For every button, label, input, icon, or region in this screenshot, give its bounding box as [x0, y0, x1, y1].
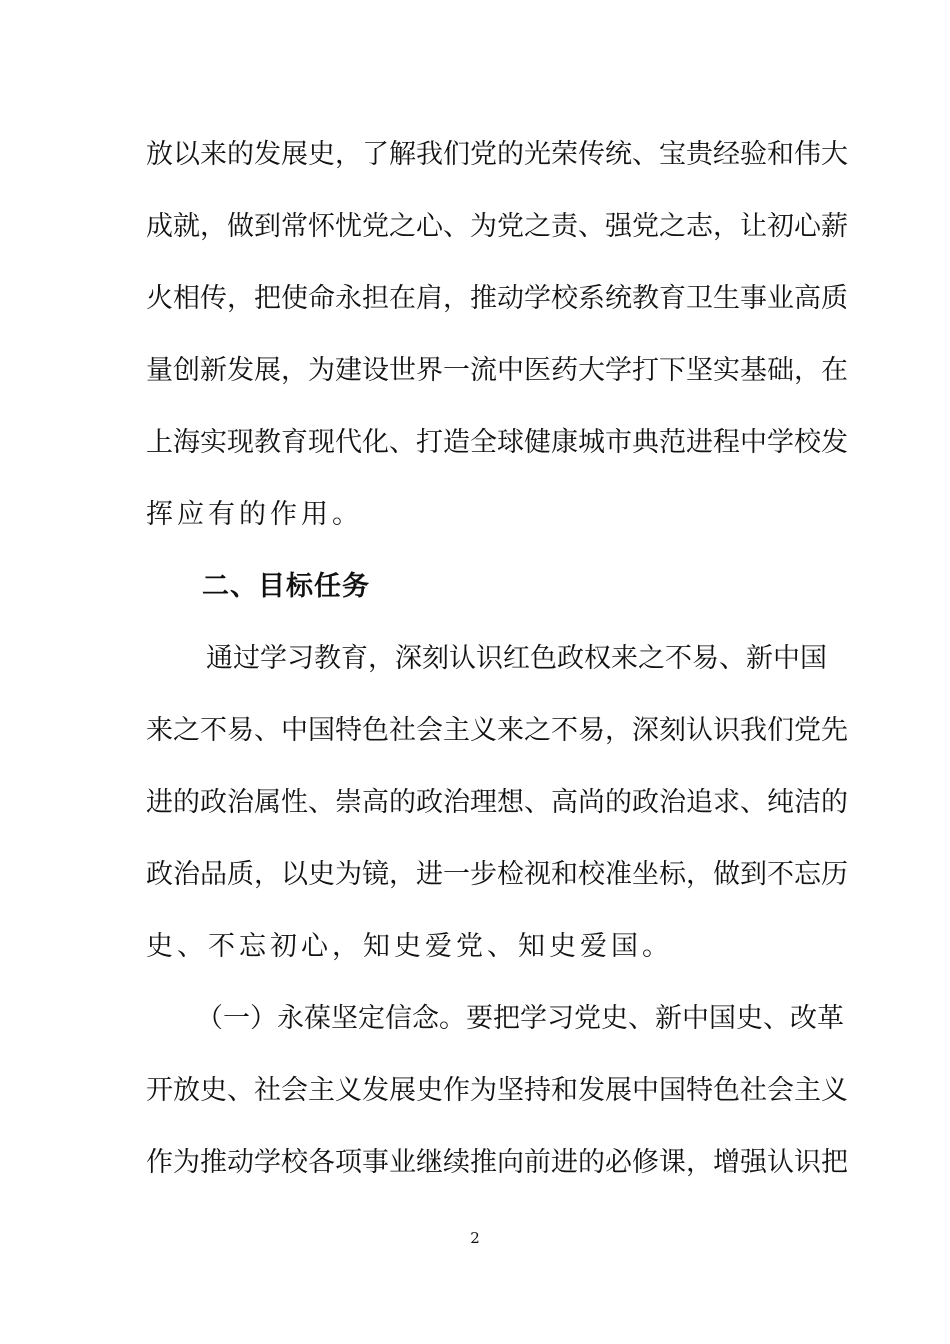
paragraph-1-line-1: 放以来的发展史，了解我们党的光荣传统、宝贵经验和伟大 — [146, 139, 848, 170]
page-number: 2 — [470, 1229, 480, 1247]
paragraph-2-line-4: 政治品质，以史为镜，进一步检视和校准坐标，做到不忘历 — [146, 859, 848, 890]
paragraph-2-line-3: 进的政治属性、崇高的政治理想、高尚的政治追求、纯洁的 — [146, 787, 848, 818]
paragraph-2-line-2: 来之不易、中国特色社会主义来之不易，深刻认识我们党先 — [146, 715, 848, 746]
paragraph-1-line-4: 量创新发展，为建设世界一流中医药大学打下坚实基础，在 — [146, 355, 848, 386]
section-heading: 二、目标任务 — [202, 571, 370, 602]
paragraph-3-line-2: 开放史、社会主义发展史作为坚持和发展中国特色社会主义 — [146, 1075, 848, 1106]
paragraph-1-line-6: 挥应有的作用。 — [146, 499, 363, 530]
paragraph-3-line-1: （一）永葆坚定信念。要把学习党史、新中国史、改革 — [196, 1003, 844, 1034]
paragraph-2-line-5: 史、不忘初心，知史爱党、知史爱国。 — [146, 931, 673, 962]
paragraph-1-line-5: 上海实现教育现代化、打造全球健康城市典范进程中学校发 — [146, 427, 848, 458]
paragraph-1-line-3: 火相传，把使命永担在肩，推动学校系统教育卫生事业高质 — [146, 283, 848, 314]
paragraph-3-line-3: 作为推动学校各项事业继续推向前进的必修课，增强认识把 — [146, 1147, 848, 1178]
paragraph-2-line-1: 通过学习教育，深刻认识红色政权来之不易、新中国 — [206, 643, 827, 674]
paragraph-1-line-2: 成就，做到常怀忧党之心、为党之责、强党之志，让初心薪 — [146, 211, 848, 242]
